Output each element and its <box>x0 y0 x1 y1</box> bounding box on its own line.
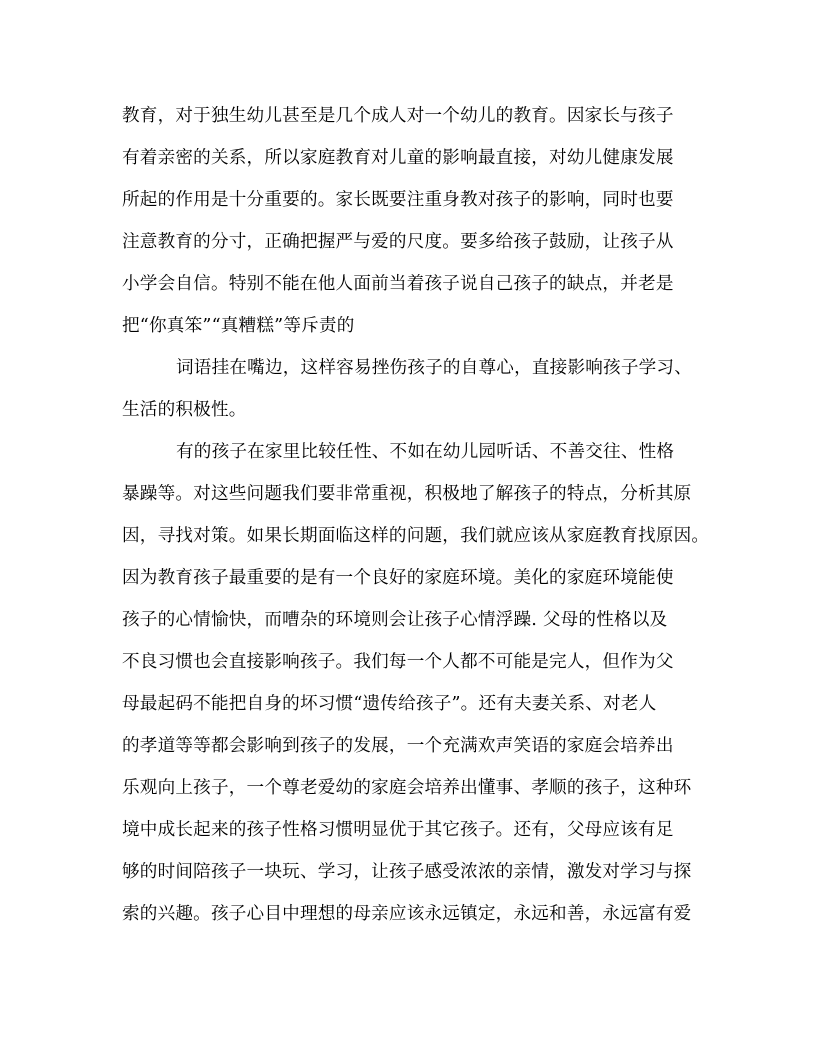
text-line: 够的时间陪孩子一块玩、学习，让孩子感受浓浓的亲情，激发对学习与探 <box>122 862 692 882</box>
text-line: 母最起码不能把自身的坏习惯“遗传给孩子”。还有夫妻关系、对老人 <box>122 694 657 714</box>
text-line: 不良习惯也会直接影响孩子。我们每一个人都不可能是完人，但作为父 <box>122 652 674 672</box>
text-line: 境中成长起来的孩子性格习惯明显优于其它孩子。还有，父母应该有足 <box>122 820 674 840</box>
text-line: 的孝道等等都会影响到孩子的发展，一个充满欢声笑语的家庭会培养出 <box>122 736 674 756</box>
text-line: 因，寻找对策。如果长期面临这样的问题，我们就应该从家庭教育找原因。 <box>122 526 710 546</box>
text-line: 孩子的心情愉快，而嘈杂的环境则会让孩子心情浮躁. 父母的性格以及 <box>122 610 668 630</box>
text-line: 有的孩子在家里比较任性、不如在幼儿园听话、不善交往、性格 <box>176 442 675 462</box>
text-line: 把“你真笨”“真糟糕”等斥责的 <box>122 316 355 336</box>
text-line: 词语挂在嘴边，这样容易挫伤孩子的自尊心，直接影响孩子学习、 <box>176 358 693 378</box>
text-line: 乐观向上孩子，一个尊老爱幼的家庭会培养出懂事、孝顺的孩子，这种环 <box>122 778 692 798</box>
text-line: 生活的积极性。 <box>122 400 247 420</box>
text-line: 索的兴趣。孩子心目中理想的母亲应该永远镇定，永远和善，永远富有爱 <box>122 904 692 924</box>
text-line: 因为教育孩子最重要的是有一个良好的家庭环境。美化的家庭环境能使 <box>122 568 674 588</box>
text-line: 有着亲密的关系，所以家庭教育对儿童的影响最直接，对幼儿健康发展 <box>122 148 674 168</box>
text-line: 教育，对于独生幼儿甚至是几个成人对一个幼儿的教育。因家长与孩子 <box>122 106 674 126</box>
text-line: 所起的作用是十分重要的。家长既要注重身教对孩子的影响，同时也要 <box>122 190 674 210</box>
text-line: 注意教育的分寸，正确把握严与爱的尺度。要多给孩子鼓励，让孩子从 <box>122 232 674 252</box>
text-line: 暴躁等。对这些问题我们要非常重视，积极地了解孩子的特点，分析其原 <box>122 484 692 504</box>
text-line: 小学会自信。特别不能在他人面前当着孩子说自己孩子的缺点，并老是 <box>122 274 674 294</box>
